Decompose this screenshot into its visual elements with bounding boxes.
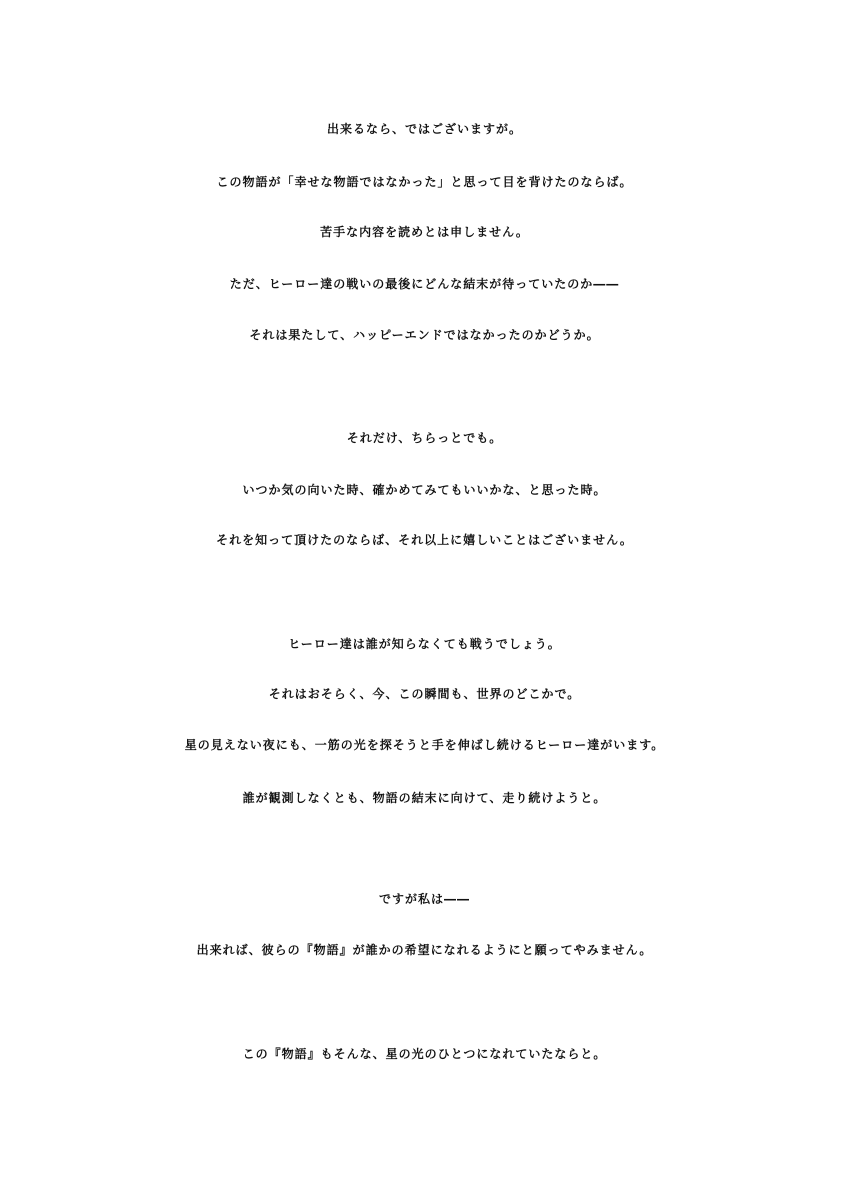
text-line: 出来れば、彼らの『物語』が誰かの希望になれるようにと願ってやみません。 bbox=[196, 943, 653, 957]
text-line: ヒーロー達は誰が知らなくても戦うでしょう。 bbox=[288, 637, 561, 651]
text-line: ただ、ヒーロー達の戦いの最後にどんな結末が待っていたのか―― bbox=[229, 277, 620, 291]
text-line: 苦手な内容を読めとは申しません。 bbox=[320, 225, 529, 239]
text-line: それは果たして、ハッピーエンドではなかったのかどうか。 bbox=[249, 328, 600, 342]
text-line: それだけ、ちらっとでも。 bbox=[346, 431, 503, 445]
text-line: ですが私は―― bbox=[378, 892, 470, 906]
text-line: それを知って頂けたのならば、それ以上に嬉しいことはございません。 bbox=[216, 533, 633, 547]
text-line: 出来るなら、ではございますが。 bbox=[326, 122, 522, 136]
text-line: この『物語』もそんな、星の光のひとつになれていたならと。 bbox=[242, 1047, 607, 1061]
text-line: この物語が「幸せな物語ではなかった」と思って目を背けたのならば。 bbox=[216, 175, 633, 189]
text-line: 星の見えない夜にも、一筋の光を探そうと手を伸ばし続けるヒーロー達がいます。 bbox=[184, 738, 665, 752]
text-line: いつか気の向いた時、確かめてみてもいいかな、と思った時。 bbox=[242, 483, 607, 497]
text-line: 誰が観測しなくとも、物語の結末に向けて、走り続けようと。 bbox=[242, 791, 607, 805]
text-line: それはおそらく、今、この瞬間も、世界のどこかで。 bbox=[268, 687, 581, 701]
